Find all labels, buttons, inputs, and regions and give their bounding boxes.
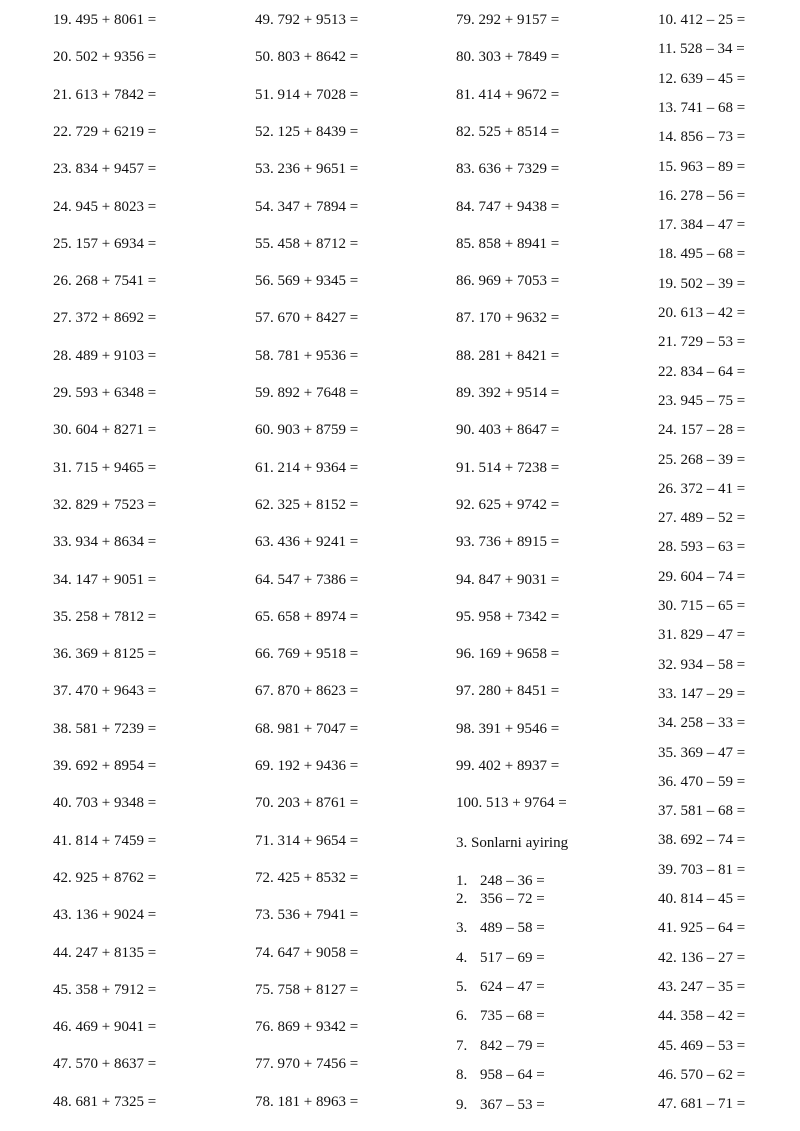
exercise-item: 77. 970 + 7456 = <box>255 1056 359 1073</box>
exercise-item: 66. 769 + 9518 = <box>255 646 359 663</box>
item-number: 1. <box>456 873 468 889</box>
exercise-item: 34. 147 + 9051 = <box>53 571 157 588</box>
exercise-item: 100. 513 + 9764 = <box>456 795 567 812</box>
item-expression: 248 – 36 = <box>480 873 545 889</box>
exercise-item: 67. 870 + 8623 = <box>255 683 359 700</box>
exercise-item: 80. 303 + 7849 = <box>456 49 560 66</box>
exercise-item: 39. 692 + 8954 = <box>53 758 157 774</box>
exercise-item: 10. 412 – 25 = <box>658 12 746 28</box>
exercise-item: 59. 892 + 7648 = <box>255 385 359 401</box>
exercise-item: 91. 514 + 7238 = <box>456 459 560 476</box>
exercise-item: 37. 470 + 9643 = <box>53 683 157 700</box>
exercise-item: 52. 125 + 8439 = <box>255 123 359 140</box>
subtraction-item <box>456 1008 545 1025</box>
exercise-item: 39. 703 – 81 = <box>658 861 746 878</box>
exercise-item: 64. 547 + 7386 = <box>255 571 359 588</box>
exercise-item: 50. 803 + 8642 = <box>255 49 359 66</box>
exercise-item: 30. 604 + 8271 = <box>53 422 157 439</box>
subtraction-item <box>456 1067 545 1084</box>
exercise-item: 14. 856 – 73 = <box>658 129 746 146</box>
exercise-item: 85. 858 + 8941 = <box>456 235 560 252</box>
exercise-item: 44. 247 + 8135 = <box>53 944 157 961</box>
exercise-item: 26. 372 – 41 = <box>658 480 746 497</box>
exercise-item: 41. 814 + 7459 = <box>53 832 157 849</box>
exercise-item: 23. 945 – 75 = <box>658 392 746 409</box>
item-number: 7. <box>456 1038 468 1054</box>
exercise-item: 15. 963 – 89 = <box>658 158 746 175</box>
exercise-item: 35. 369 – 47 = <box>658 744 746 761</box>
exercise-item: 38. 581 + 7239 = <box>53 720 157 737</box>
exercise-item: 21. 729 – 53 = <box>658 334 746 351</box>
exercise-item: 43. 136 + 9024 = <box>53 907 157 924</box>
subtraction-item <box>456 920 545 937</box>
exercise-item: 69. 192 + 9436 = <box>255 758 359 774</box>
exercise-item: 42. 925 + 8762 = <box>53 869 157 886</box>
item-number: 3. <box>456 920 468 936</box>
exercise-item: 58. 781 + 9536 = <box>255 347 359 364</box>
exercise-item: 24. 945 + 8023 = <box>53 198 157 215</box>
exercise-item: 38. 692 – 74 = <box>658 832 746 849</box>
item-expression: 356 – 72 = <box>480 891 545 907</box>
item-number: 6. <box>456 1008 468 1024</box>
exercise-item: 98. 391 + 9546 = <box>456 720 560 737</box>
exercise-item: 16. 278 – 56 = <box>658 187 746 204</box>
subtraction-item <box>456 1097 545 1114</box>
exercise-item: 90. 403 + 8647 = <box>456 422 560 439</box>
item-expression: 842 – 79 = <box>480 1038 545 1054</box>
exercise-item: 95. 958 + 7342 = <box>456 608 560 625</box>
exercise-item: 46. 469 + 9041 = <box>53 1019 157 1036</box>
exercise-item: 45. 469 – 53 = <box>658 1037 746 1054</box>
exercise-item: 25. 268 – 39 = <box>658 451 746 468</box>
exercise-item: 82. 525 + 8514 = <box>456 123 560 140</box>
exercise-item: 30. 715 – 65 = <box>658 598 746 614</box>
exercise-item: 18. 495 – 68 = <box>658 246 746 263</box>
exercise-item: 68. 981 + 7047 = <box>255 720 359 737</box>
exercise-item: 96. 169 + 9658 = <box>456 646 560 663</box>
exercise-item: 37. 581 – 68 = <box>658 803 746 820</box>
exercise-item: 75. 758 + 8127 = <box>255 981 359 998</box>
exercise-item: 73. 536 + 7941 = <box>255 907 359 924</box>
section-3-heading: 3. Sonlarni ayiring <box>456 835 569 851</box>
exercise-item: 45. 358 + 7912 = <box>53 981 157 998</box>
exercise-item: 23. 834 + 9457 = <box>53 161 157 178</box>
exercise-item: 74. 647 + 9058 = <box>255 944 359 961</box>
exercise-item: 61. 214 + 9364 = <box>255 459 359 476</box>
subtraction-item <box>456 891 545 908</box>
exercise-item: 76. 869 + 9342 = <box>255 1019 359 1036</box>
subtraction-item <box>456 873 545 890</box>
subtraction-item <box>456 950 545 967</box>
item-expression: 735 – 68 = <box>480 1008 545 1024</box>
exercise-item: 24. 157 – 28 = <box>658 422 746 439</box>
item-expression: 624 – 47 = <box>480 979 545 995</box>
exercise-item: 87. 170 + 9632 = <box>456 310 560 327</box>
exercise-item: 36. 369 + 8125 = <box>53 646 157 663</box>
exercise-item: 81. 414 + 9672 = <box>456 86 560 103</box>
item-expression: 367 – 53 = <box>480 1097 545 1113</box>
exercise-item: 22. 729 + 6219 = <box>53 123 157 140</box>
exercise-item: 28. 593 – 63 = <box>658 539 746 556</box>
exercise-item: 97. 280 + 8451 = <box>456 683 560 700</box>
exercise-item: 60. 903 + 8759 = <box>255 422 359 439</box>
exercise-item: 12. 639 – 45 = <box>658 70 746 87</box>
exercise-item: 89. 392 + 9514 = <box>456 385 560 401</box>
exercise-item: 35. 258 + 7812 = <box>53 608 157 625</box>
exercise-item: 83. 636 + 7329 = <box>456 161 560 178</box>
exercise-item: 49. 792 + 9513 = <box>255 12 359 28</box>
exercise-item: 86. 969 + 7053 = <box>456 273 560 290</box>
exercise-item: 32. 829 + 7523 = <box>53 496 157 513</box>
exercise-item: 94. 847 + 9031 = <box>456 571 560 588</box>
exercise-item: 32. 934 – 58 = <box>658 656 746 673</box>
exercise-item: 53. 236 + 9651 = <box>255 161 359 178</box>
exercise-item: 78. 181 + 8963 = <box>255 1093 359 1110</box>
exercise-item: 93. 736 + 8915 = <box>456 534 560 551</box>
item-number: 5. <box>456 979 468 995</box>
subtraction-item <box>456 979 545 996</box>
exercise-item: 36. 470 – 59 = <box>658 773 746 790</box>
exercise-item: 41. 925 – 64 = <box>658 920 746 937</box>
exercise-item: 79. 292 + 9157 = <box>456 12 560 28</box>
exercise-item: 33. 147 – 29 = <box>658 685 746 702</box>
exercise-item: 42. 136 – 27 = <box>658 949 746 966</box>
exercise-item: 84. 747 + 9438 = <box>456 198 560 215</box>
item-number: 2. <box>456 891 468 907</box>
exercise-item: 33. 934 + 8634 = <box>53 534 157 551</box>
exercise-item: 54. 347 + 7894 = <box>255 198 359 215</box>
exercise-item: 44. 358 – 42 = <box>658 1008 746 1025</box>
exercise-item: 29. 604 – 74 = <box>658 568 746 585</box>
exercise-item: 20. 502 + 9356 = <box>53 49 157 66</box>
exercise-item: 19. 502 – 39 = <box>658 275 746 292</box>
exercise-item: 25. 157 + 6934 = <box>53 235 157 252</box>
exercise-item: 28. 489 + 9103 = <box>53 347 157 364</box>
exercise-item: 62. 325 + 8152 = <box>255 496 359 513</box>
exercise-item: 22. 834 – 64 = <box>658 363 746 380</box>
exercise-item: 46. 570 – 62 = <box>658 1066 746 1083</box>
item-expression: 958 – 64 = <box>480 1067 545 1083</box>
exercise-item: 55. 458 + 8712 = <box>255 235 359 252</box>
exercise-item: 72. 425 + 8532 = <box>255 869 359 886</box>
exercise-item: 71. 314 + 9654 = <box>255 832 359 849</box>
exercise-item: 31. 715 + 9465 = <box>53 459 157 476</box>
exercise-item: 65. 658 + 8974 = <box>255 608 359 625</box>
item-number: 9. <box>456 1097 468 1113</box>
exercise-item: 13. 741 – 68 = <box>658 99 746 116</box>
exercise-item: 56. 569 + 9345 = <box>255 273 359 290</box>
exercise-item: 34. 258 – 33 = <box>658 715 746 732</box>
exercise-item: 92. 625 + 9742 = <box>456 496 560 513</box>
exercise-item: 21. 613 + 7842 = <box>53 86 157 103</box>
exercise-item: 31. 829 – 47 = <box>658 627 746 644</box>
exercise-item: 63. 436 + 9241 = <box>255 534 359 551</box>
exercise-item: 40. 814 – 45 = <box>658 891 746 907</box>
item-number: 4. <box>456 950 468 966</box>
exercise-item: 27. 372 + 8692 = <box>53 310 157 327</box>
exercise-item: 17. 384 – 47 = <box>658 217 746 234</box>
exercise-item: 47. 681 – 71 = <box>658 1096 746 1113</box>
exercise-item: 88. 281 + 8421 = <box>456 347 560 364</box>
exercise-item: 43. 247 – 35 = <box>658 978 746 995</box>
subtraction-item <box>456 1038 545 1055</box>
exercise-item: 26. 268 + 7541 = <box>53 273 157 290</box>
exercise-item: 99. 402 + 8937 = <box>456 758 560 774</box>
exercise-item: 57. 670 + 8427 = <box>255 310 359 327</box>
exercise-item: 27. 489 – 52 = <box>658 510 746 527</box>
exercise-item: 40. 703 + 9348 = <box>53 795 157 812</box>
exercise-item: 19. 495 + 8061 = <box>53 12 157 28</box>
item-expression: 517 – 69 = <box>480 950 545 966</box>
exercise-item: 20. 613 – 42 = <box>658 305 746 321</box>
exercise-item: 11. 528 – 34 = <box>658 41 745 58</box>
item-expression: 489 – 58 = <box>480 920 545 936</box>
exercise-item: 48. 681 + 7325 = <box>53 1093 157 1110</box>
item-number: 8. <box>456 1067 468 1083</box>
exercise-item: 47. 570 + 8637 = <box>53 1056 157 1073</box>
exercise-item: 29. 593 + 6348 = <box>53 385 157 401</box>
exercise-item: 51. 914 + 7028 = <box>255 86 359 103</box>
exercise-item: 70. 203 + 8761 = <box>255 795 359 812</box>
